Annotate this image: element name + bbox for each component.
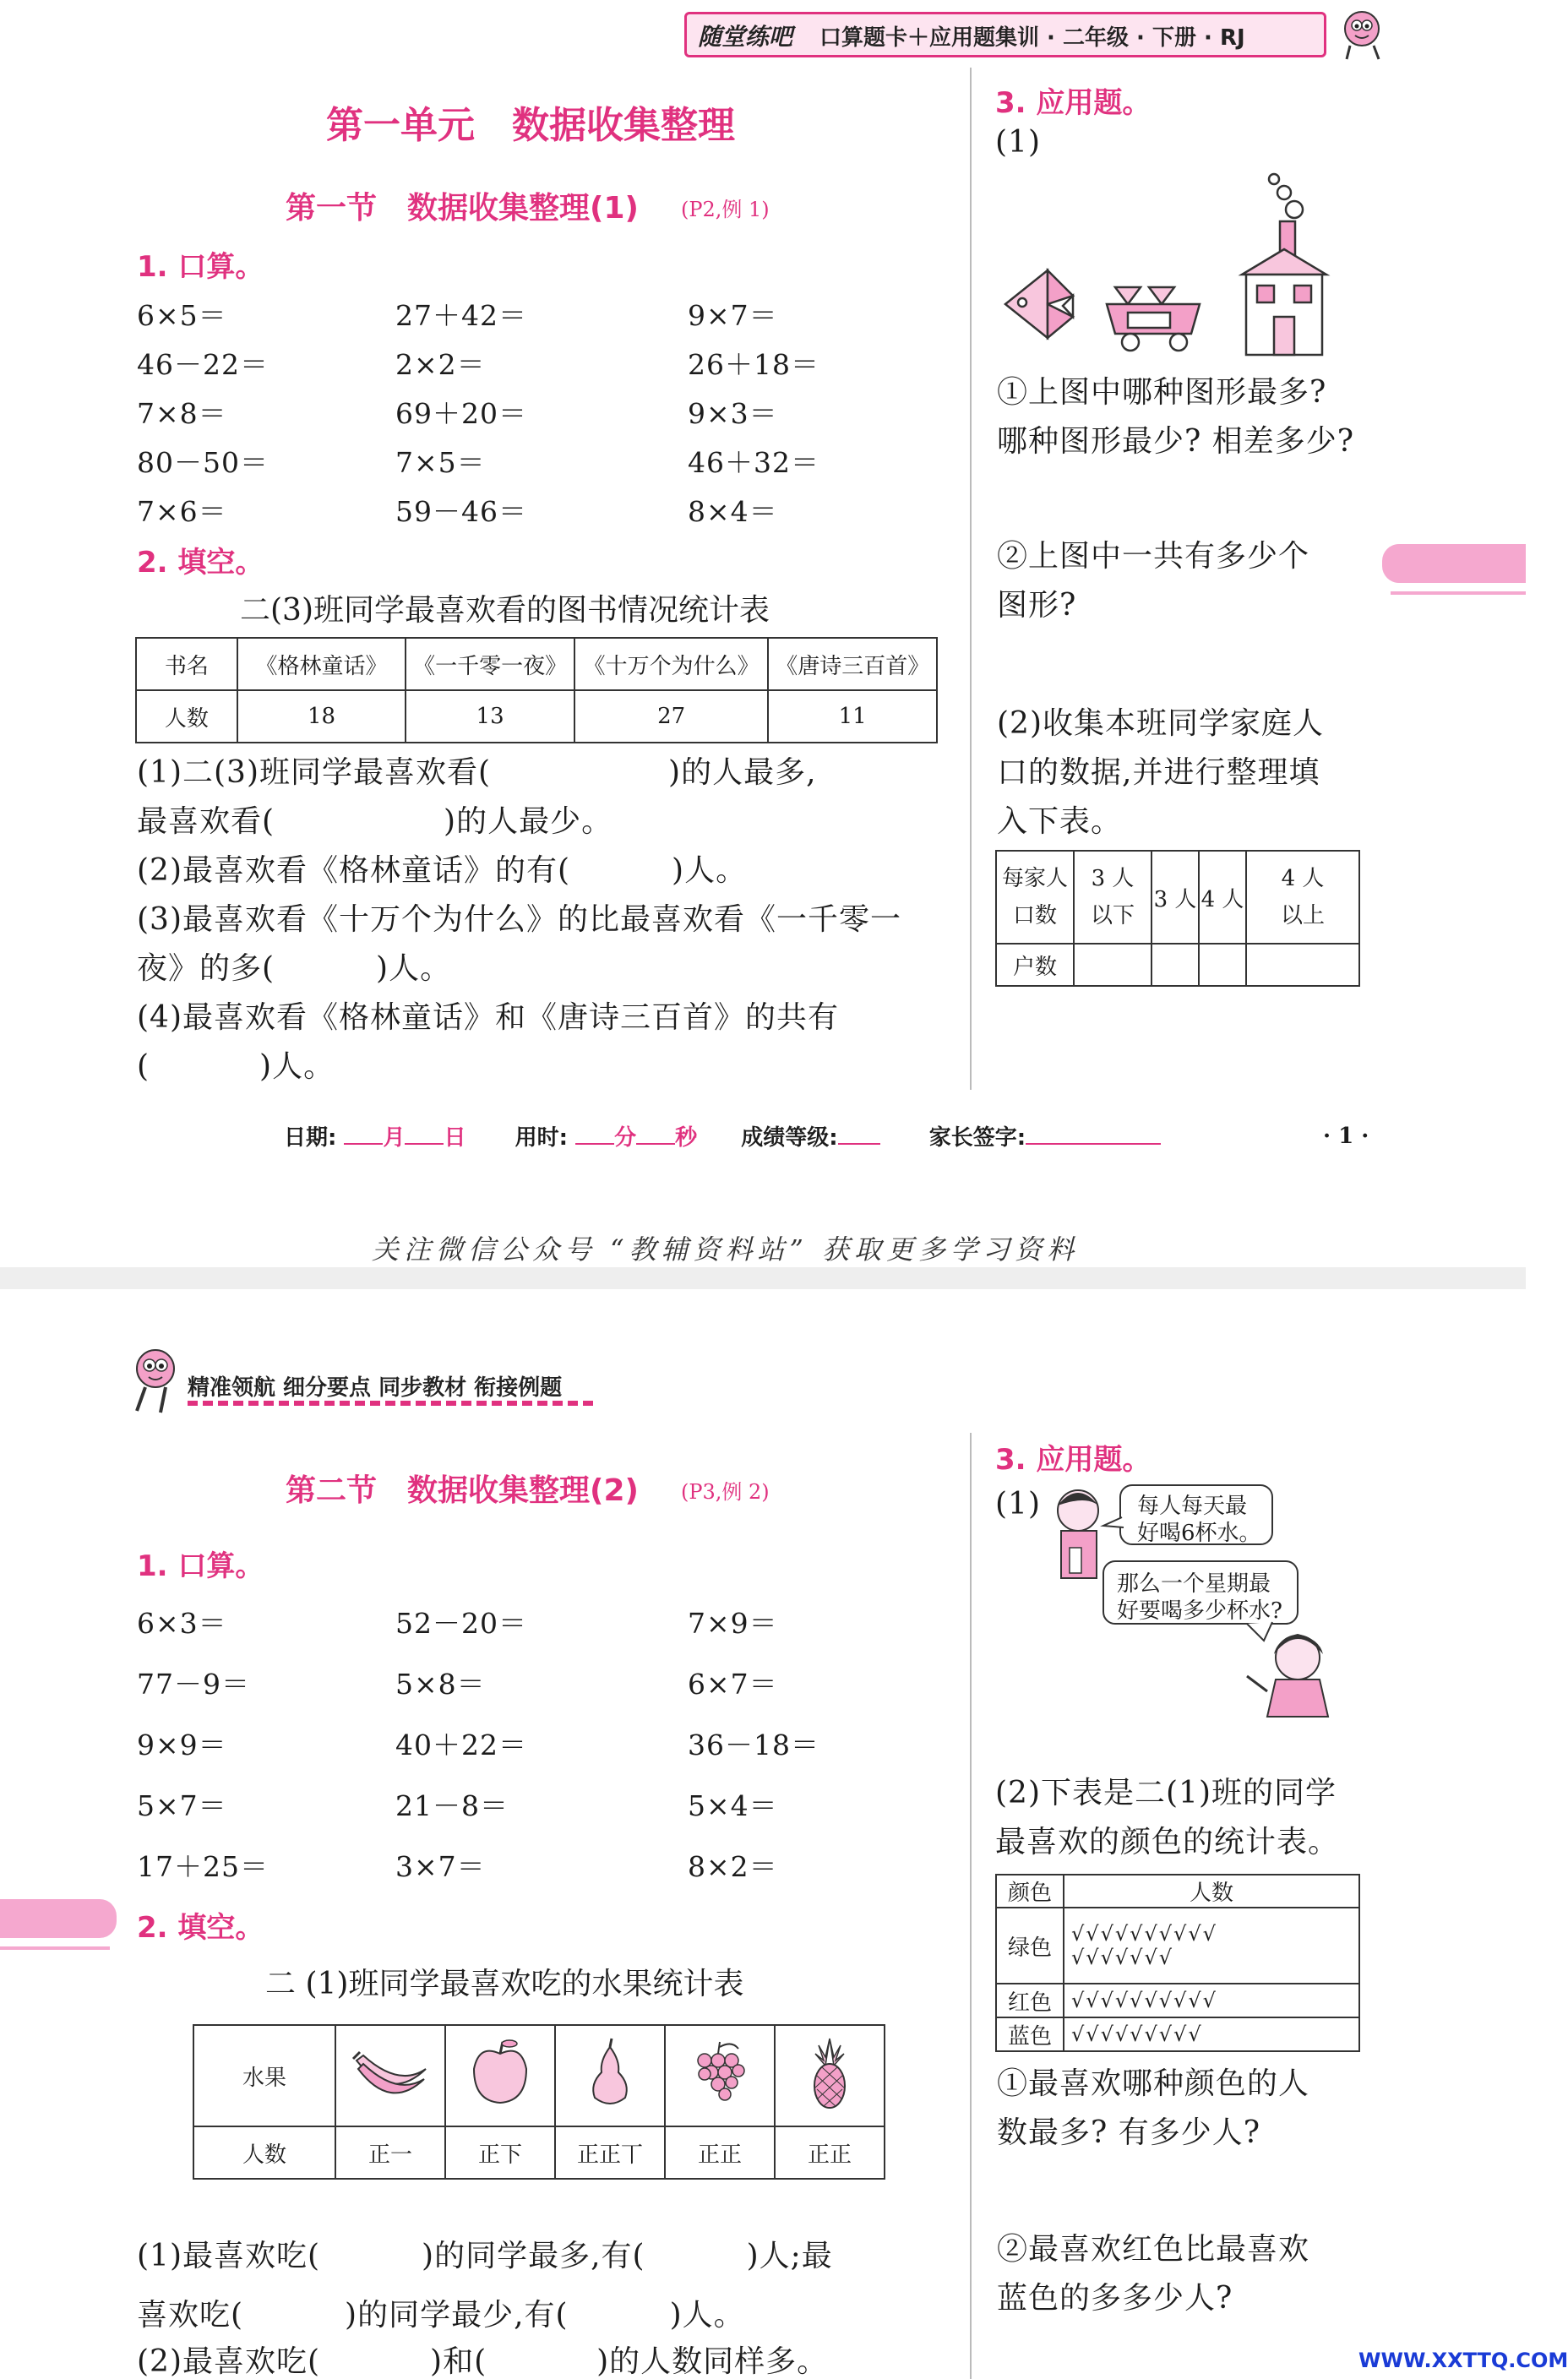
fill-line-7: ( )人。 bbox=[137, 1049, 335, 1084]
color-green-ticks: √√√√√√√√√√ √√√√√√√ bbox=[1064, 1908, 1359, 1984]
header-slogan: 精准领航 细分要点 同步教材 衔接例题 bbox=[188, 1375, 563, 1401]
book-table-h2: 《一千零一夜》 bbox=[406, 638, 574, 690]
p2-q3-text3: ①最喜欢哪种颜色的人 bbox=[997, 2066, 1310, 2101]
fruit-table-header: 水果 bbox=[193, 2025, 335, 2126]
fruit-count-banana: 正一 bbox=[335, 2126, 445, 2179]
p2-q3-label: 3. 应用题。 bbox=[995, 1443, 1152, 1477]
color-red-label: 红色 bbox=[996, 1984, 1064, 2017]
banana-cell bbox=[335, 2025, 445, 2126]
p2-calc-1-2: 52－20＝ bbox=[395, 1607, 527, 1640]
p2-calc-5-3: 8×2＝ bbox=[688, 1850, 778, 1883]
calc-3-2: 69＋20＝ bbox=[395, 397, 527, 430]
family-c2: 3 人 bbox=[1152, 851, 1199, 944]
color-h1: 颜色 bbox=[996, 1875, 1064, 1908]
bubble2-line2: 好要喝多少杯水? bbox=[1117, 1598, 1282, 1624]
p2-q3-text1: (2)下表是二(1)班的同学 bbox=[995, 1776, 1337, 1810]
page-separator bbox=[0, 1267, 1526, 1289]
p2-q1-label: 1. 口算。 bbox=[137, 1549, 264, 1583]
color-h2: 人数 bbox=[1064, 1875, 1359, 1908]
p2-calc-2-2: 5×8＝ bbox=[395, 1668, 486, 1701]
p2-calc-4-2: 21－8＝ bbox=[395, 1789, 509, 1822]
bubble1-line2: 好喝6杯水。 bbox=[1137, 1521, 1261, 1546]
page1-footer: 日期: 月 日 用时: 分 秒 成绩等级: 家长签字: bbox=[284, 1120, 1161, 1151]
side-tab-left-line bbox=[0, 1946, 110, 1950]
family-c3: 4 人 bbox=[1199, 851, 1246, 944]
q1-label: 1. 口算。 bbox=[137, 250, 264, 284]
mascot-icon-2 bbox=[127, 1343, 182, 1419]
p2-calc-3-3: 36－18＝ bbox=[688, 1728, 819, 1761]
p2-calc-4-3: 5×4＝ bbox=[688, 1789, 778, 1822]
p2-calc-3-2: 40＋22＝ bbox=[395, 1728, 527, 1761]
car-figure-icon bbox=[1107, 287, 1200, 351]
family-row2-c2[interactable] bbox=[1152, 944, 1199, 986]
fill-line-3: (2)最喜欢看《格林童话》的有( )人。 bbox=[137, 853, 748, 888]
calc-4-3: 46＋32＝ bbox=[688, 446, 819, 479]
p2-calc-4-1: 5×7＝ bbox=[137, 1789, 227, 1822]
fill-line-5: 夜》的多( )人。 bbox=[137, 951, 452, 986]
p1-q3-text6: 口的数据,并进行整理填 bbox=[997, 755, 1320, 790]
page1-number: · 1 · bbox=[1323, 1124, 1369, 1149]
book-table-title: 二(3)班同学最喜欢看的图书情况统计表 bbox=[240, 593, 770, 628]
p1-q3-part1: (1) bbox=[995, 125, 1041, 160]
family-table bbox=[995, 850, 1360, 987]
pear-icon bbox=[576, 2035, 644, 2111]
side-tab-line bbox=[1391, 591, 1526, 595]
calc-3-1: 7×8＝ bbox=[137, 397, 227, 430]
book-table-r0: 人数 bbox=[136, 690, 237, 743]
calc-2-1: 46－22＝ bbox=[137, 348, 269, 381]
family-c1: 3 人 以下 bbox=[1074, 851, 1152, 944]
fill-line-1: (1)二(3)班同学最喜欢看( )的人最多, bbox=[137, 755, 817, 790]
q2-label: 2. 填空。 bbox=[137, 546, 264, 580]
pineapple-cell bbox=[775, 2025, 885, 2126]
calc-1-1: 6×5＝ bbox=[137, 299, 227, 332]
apple-cell bbox=[445, 2025, 555, 2126]
book-table-h1: 《格林童话》 bbox=[237, 638, 406, 690]
fill-line-2: 最喜欢看( )的人最少。 bbox=[137, 804, 613, 839]
boy-icon bbox=[1058, 1490, 1098, 1578]
site-url: WWW.XXTTQ.COM bbox=[1358, 2349, 1568, 2372]
book-table bbox=[135, 637, 938, 743]
book-table-r4: 11 bbox=[768, 690, 937, 743]
color-table bbox=[995, 1874, 1360, 2052]
family-row2-label: 户数 bbox=[996, 944, 1074, 986]
p2-calc-1-1: 6×3＝ bbox=[137, 1607, 227, 1640]
book-table-h0: 书名 bbox=[136, 638, 237, 690]
p2-calc-3-1: 9×9＝ bbox=[137, 1728, 227, 1761]
side-tab bbox=[1382, 544, 1526, 583]
banana-icon bbox=[348, 2035, 433, 2111]
book-table-r1: 18 bbox=[237, 690, 406, 743]
p2-q3-text6: 蓝色的多多少人? bbox=[997, 2281, 1233, 2316]
section-title: 第一节 数据收集整理(1) bbox=[286, 191, 639, 226]
page-2 bbox=[0, 1289, 1568, 2379]
color-green-label: 绿色 bbox=[996, 1908, 1064, 1984]
fish-figure-icon bbox=[1005, 270, 1073, 338]
fruit-count-pineapple: 正正 bbox=[775, 2126, 885, 2179]
calc-5-2: 59－46＝ bbox=[395, 495, 527, 528]
calc-5-1: 7×6＝ bbox=[137, 495, 227, 528]
family-c4: 4 人 以上 bbox=[1246, 851, 1359, 944]
house-figure-icon bbox=[1242, 174, 1326, 355]
calc-1-2: 27＋42＝ bbox=[395, 299, 527, 332]
grape-icon bbox=[686, 2035, 754, 2111]
calc-3-3: 9×3＝ bbox=[688, 397, 778, 430]
book-table-h3: 《十万个为什么》 bbox=[574, 638, 769, 690]
p2-calc-1-3: 7×9＝ bbox=[688, 1607, 778, 1640]
mascot-icon bbox=[1335, 5, 1394, 64]
p1-q3-text7: 入下表。 bbox=[997, 804, 1123, 839]
fill-line-6: (4)最喜欢看《格林童话》和《唐诗三百首》的共有 bbox=[137, 1000, 839, 1035]
calc-2-2: 2×2＝ bbox=[395, 348, 486, 381]
book-table-r3: 27 bbox=[574, 690, 769, 743]
calc-4-1: 80－50＝ bbox=[137, 446, 269, 479]
fruit-count-apple: 正下 bbox=[445, 2126, 555, 2179]
p1-q3-text3: ②上图中一共有多少个 bbox=[997, 539, 1310, 574]
p2-q3-part1: (1) bbox=[995, 1487, 1041, 1522]
family-row2-c3[interactable] bbox=[1199, 944, 1246, 986]
p1-q3-text5: (2)收集本班同学家庭人 bbox=[997, 706, 1324, 741]
shapes-figure bbox=[988, 169, 1343, 363]
pineapple-icon bbox=[800, 2035, 859, 2111]
header-brand: 随堂练吧 bbox=[698, 23, 793, 51]
grape-cell bbox=[665, 2025, 775, 2126]
calc-4-2: 7×5＝ bbox=[395, 446, 486, 479]
p2-calc-2-3: 6×7＝ bbox=[688, 1668, 778, 1701]
book-table-r2: 13 bbox=[406, 690, 574, 743]
p2-calc-2-1: 77－9＝ bbox=[137, 1668, 250, 1701]
calc-1-3: 9×7＝ bbox=[688, 299, 778, 332]
fruit-row-label: 人数 bbox=[193, 2126, 335, 2179]
apple-icon bbox=[462, 2035, 538, 2111]
header-dash bbox=[188, 1401, 593, 1406]
color-blue-ticks: √√√√√√√√√ bbox=[1064, 2017, 1359, 2051]
p2-q2-label: 2. 填空。 bbox=[137, 1911, 264, 1945]
p2-q3-text2: 最喜欢的颜色的统计表。 bbox=[995, 1825, 1340, 1859]
bubble2-line1: 那么一个星期最 bbox=[1117, 1571, 1271, 1597]
unit-title: 第一单元 数据收集整理 bbox=[326, 104, 735, 147]
p2-calc-5-2: 3×7＝ bbox=[395, 1850, 486, 1883]
column-divider-2 bbox=[970, 1433, 972, 2379]
p1-q3-text1: ①上图中哪种图形最多? bbox=[997, 375, 1327, 410]
p1-q3-text4: 图形? bbox=[997, 588, 1077, 623]
header-text: 口算题卡＋应用题集训 · 二年级 · 下册 · RJ bbox=[819, 25, 1245, 51]
color-blue-label: 蓝色 bbox=[996, 2017, 1064, 2051]
watermark-line: 关注微信公众号 “教辅资料站” 获取更多学习资料 bbox=[372, 1233, 1080, 1266]
fruit-table-title: 二 (1)班同学最喜欢吃的水果统计表 bbox=[265, 1967, 744, 2001]
p2-fill-line-2: 喜欢吃( )的同学最少,有( )人。 bbox=[137, 2298, 745, 2333]
calc-2-3: 26＋18＝ bbox=[688, 348, 819, 381]
fill-line-4: (3)最喜欢看《十万个为什么》的比最喜欢看《一千零一 bbox=[137, 902, 901, 937]
fruit-table bbox=[193, 2024, 885, 2180]
p2-q3-text4: 数最多? 有多少人? bbox=[997, 2115, 1261, 2150]
book-table-h4: 《唐诗三百首》 bbox=[768, 638, 937, 690]
p2-fill-line-1: (1)最喜欢吃( )的同学最多,有( )人;最 bbox=[137, 2239, 833, 2273]
fruit-count-grape: 正正 bbox=[665, 2126, 775, 2179]
family-row2-c4[interactable] bbox=[1246, 944, 1359, 986]
p1-q3-label: 3. 应用题。 bbox=[995, 86, 1152, 120]
girl-icon bbox=[1247, 1634, 1328, 1717]
p2-q3-text5: ②最喜欢红色比最喜欢 bbox=[997, 2232, 1310, 2267]
calc-5-3: 8×4＝ bbox=[688, 495, 778, 528]
p1-q3-text2: 哪种图形最少? 相差多少? bbox=[997, 424, 1355, 459]
section-ref-2: (P3,例 2) bbox=[681, 1480, 770, 1504]
family-h0: 每家人 口数 bbox=[996, 851, 1074, 944]
pear-cell bbox=[555, 2025, 665, 2126]
p2-fill-line-3: (2)最喜欢吃( )和( )的人数同样多。 bbox=[137, 2344, 829, 2379]
color-red-ticks: √√√√√√√√√√ bbox=[1064, 1984, 1359, 2017]
section-title-2: 第二节 数据收集整理(2) bbox=[286, 1473, 639, 1508]
side-tab-left bbox=[0, 1899, 117, 1938]
fruit-count-pear: 正正丅 bbox=[555, 2126, 665, 2179]
p2-calc-5-1: 17＋25＝ bbox=[137, 1850, 269, 1883]
column-divider bbox=[970, 68, 972, 1090]
section-ref: (P2,例 1) bbox=[681, 198, 770, 221]
family-row2-c1[interactable] bbox=[1074, 944, 1152, 986]
bubble1-line1: 每人每天最 bbox=[1137, 1494, 1248, 1519]
